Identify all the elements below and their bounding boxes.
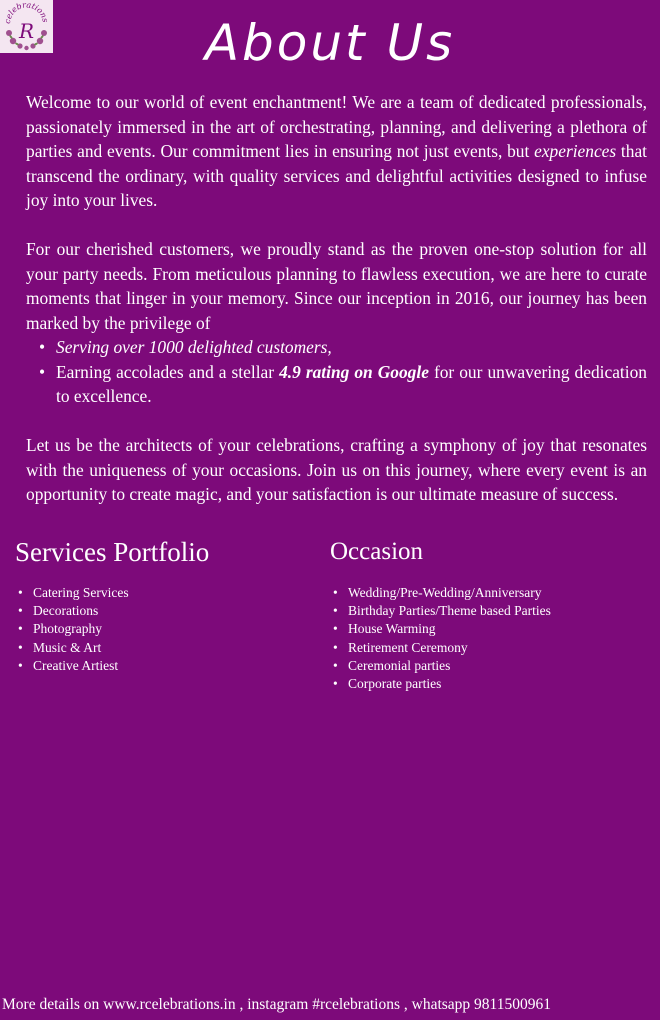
list-item: • House Warming [330,620,650,638]
page-title: About Us [204,14,456,72]
intro-paragraph-3: Let us be the architects of your celebrations, crafting a symphony of joy that resonates with the uniqueness of your occasions. Join us on this journey, where every event is an opportunity to create magic, and your satisfaction is our ultimate measure of success. [26,435,647,504]
bullet-2-emphasis: 4.9 rating on Google [279,361,429,382]
list-item: • Decorations [15,602,315,620]
footer-contact: More details on www.rcelebrations.in , instagram #rcelebrations , whatsapp 9811500961 [2,996,551,1013]
bullet-1-text: Serving over 1000 delighted customers, [56,337,332,357]
intro-p1-emphasis: experiences [534,141,617,161]
services-section [15,535,315,675]
intro-paragraph-1 [26,90,647,213]
bullet-2-before: Earning accolades and a stellar [56,361,280,382]
intro-p1-after: that transcend the ordinary, with quality services and delightful activities designed to infuse joy into your lives. [26,141,647,210]
list-item: • Music & Art [15,639,315,657]
list-item: • Photography [15,620,315,638]
list-item: • Corporate parties [330,675,650,693]
list-item: • Wedding/Pre-Wedding/Anniversary [330,584,650,602]
list-item [26,360,647,409]
services-heading: Services Portfolio [15,537,210,567]
occasion-section [330,535,650,693]
achievements-list [26,335,647,409]
logo-text: celebrations [2,0,50,25]
intro-p1-before: Welcome to our world of event enchantment! We are a team of dedicated professionals, passionately immersed in the art of orchestrating, planning, and delivering a plethora of parties and events. Our commitment lies in ensuring not just events, but [26,92,647,161]
occasion-list [330,584,650,693]
logo-letter: R [18,19,35,43]
list-item: • Catering Services [15,584,315,602]
list-item: • Creative Artiest [15,657,315,675]
list-item [26,335,647,360]
list-item: • Ceremonial parties [330,657,650,675]
about-text [26,90,647,507]
bullet-2-after: for our unwavering dedication to excellence. [56,361,647,406]
list-item: • Retirement Ceremony [330,639,650,657]
intro-paragraph-2: For our cherished customers, we proudly stand as the proven one-stop solution for all your party needs. From meticulous planning to flawless execution, we are here to curate moments that linger in your memory. Since our inception in 2016, our journey has been marked by the privilege of [26,239,647,333]
occasion-heading: Occasion [330,538,424,565]
services-list [15,584,315,675]
list-item: • Birthday Parties/Theme based Parties [330,602,650,620]
